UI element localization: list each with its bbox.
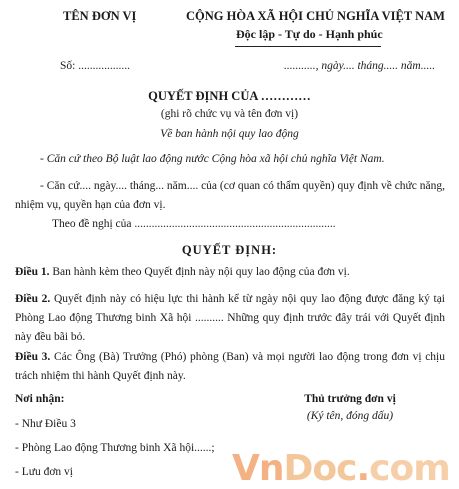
article-1 bbox=[15, 263, 445, 282]
recipient-item: - Lưu đơn vị bbox=[15, 466, 73, 478]
place-date: ..........., ngày.... tháng..... năm..... bbox=[284, 60, 436, 72]
article-3-label: Điều 3. bbox=[15, 351, 51, 363]
signature-note: (Ký tên, đóng dấu) bbox=[306, 410, 394, 422]
unit-name: TÊN ĐƠN VỊ bbox=[63, 9, 137, 23]
motto-underline bbox=[235, 46, 381, 47]
decides-heading: QUYẾT ĐỊNH: bbox=[181, 243, 278, 257]
recipient-item: - Phòng Lao động Thương binh Xã hội......; bbox=[15, 442, 215, 454]
recipients-heading: Nơi nhận: bbox=[15, 393, 65, 405]
article-1-label: Điều 1. bbox=[15, 266, 50, 278]
recipient-item: - Như Điều 3 bbox=[15, 418, 76, 430]
article-3 bbox=[15, 348, 445, 386]
article-2 bbox=[15, 290, 445, 347]
republic-title: CỘNG HÒA XÃ HỘI CHỦ NGHĨA VIỆT NAM bbox=[186, 9, 445, 23]
document-number: Số: .................. bbox=[60, 60, 130, 72]
article-2-text: Quyết định này có hiệu lực thi hành kể từ ngày nội quy lao động được đăng ký tại Phòng Lao động Thương binh Xã hội .......... Những quy định trước đây trái với Quyết định này đều bãi bỏ. bbox=[15, 293, 446, 343]
article-3-text: Các Ông (Bà) Trưởng (Phó) phòng (Ban) và mọi người lao động trong đơn vị chịu trách nhiệm thi hành Quyết định này. bbox=[15, 351, 446, 382]
decision-subtitle: (ghi rõ chức vụ và tên đơn vị) bbox=[160, 108, 299, 120]
motto: Độc lập - Tự do - Hạnh phúc bbox=[236, 27, 383, 41]
decision-title: QUYẾT ĐỊNH CỦA ………… bbox=[148, 89, 311, 103]
basis-proposal: Theo đề nghị của ...................................................................... bbox=[52, 218, 336, 230]
article-2-label: Điều 2. bbox=[15, 293, 51, 305]
article-1-text: Ban hành kèm theo Quyết định này nội quy lao động của đơn vị. bbox=[52, 266, 350, 278]
basis-labor-code: - Căn cứ theo Bộ luật lao động nước Cộng hòa xã hội chủ nghĩa Việt Nam. bbox=[40, 153, 385, 165]
decision-about: Về ban hành nội quy lao động bbox=[160, 128, 299, 140]
signature-title: Thủ trưởng đơn vị bbox=[304, 393, 396, 405]
vndoc-watermark-logo: VnDoc.com bbox=[232, 448, 450, 489]
basis-authority: - Căn cứ.... ngày.... tháng... năm.... của (cơ quan có thẩm quyền) quy định về chức năng, nhiệm vụ, quyền hạn của đơn vị. bbox=[15, 180, 445, 211]
